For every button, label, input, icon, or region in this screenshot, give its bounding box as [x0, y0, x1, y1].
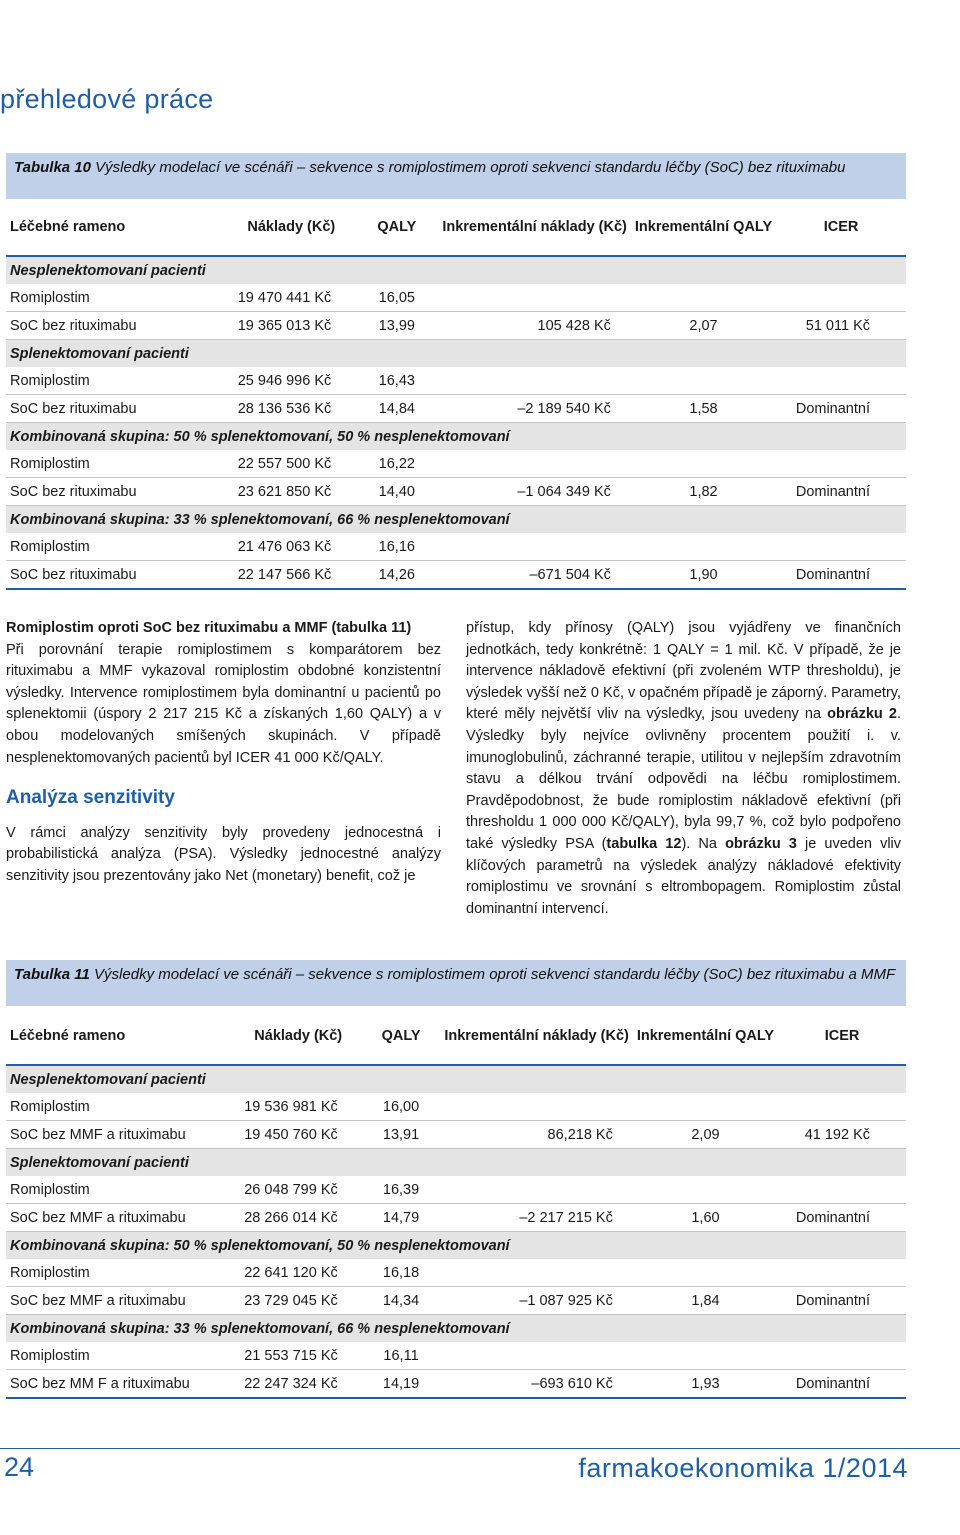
journal-name: farmakoekonomika 1/2014	[578, 1453, 908, 1483]
table10-cell: 14,40	[355, 478, 438, 506]
table11-cell	[633, 1342, 778, 1370]
table11-table-row	[6, 1121, 906, 1149]
right-text-c: ). Na	[681, 835, 726, 852]
table11-cell: 22 247 324 Kč	[235, 1370, 362, 1399]
table10-caption-label: Tabulka 10	[14, 159, 91, 176]
table11-cell: 22 641 120 Kč	[235, 1259, 362, 1287]
table11-cell: Dominantní	[778, 1287, 906, 1315]
table10-cell: Romiplostim	[6, 533, 227, 561]
table10-cell	[776, 533, 906, 561]
table11-cell: 1,93	[633, 1370, 778, 1399]
table10-cell: 25 946 996 Kč	[227, 367, 355, 395]
table10-cell	[631, 367, 776, 395]
table10-cell: –2 189 540 Kč	[438, 395, 631, 423]
table10-group-label: Kombinovaná skupina: 33 % splenektomovaní, 66 % nesplenektomovaní	[6, 506, 906, 534]
table10-caption-text: Výsledky modelací ve scénáři – sekvence s romiplostimem oproti sekvenci standardu léčby (SoC) bez rituximabu	[95, 159, 846, 176]
table10-cell	[438, 367, 631, 395]
table10-table-row	[6, 395, 906, 423]
table11-cell: 13,91	[362, 1121, 441, 1149]
table11-table-row	[6, 1204, 906, 1232]
right-column	[466, 618, 901, 920]
table10-cell	[438, 533, 631, 561]
table11-cell	[633, 1259, 778, 1287]
table10-cell: 13,99	[355, 312, 438, 340]
table10-cell: SoC bez rituximabu	[6, 561, 227, 590]
table10-cell: –671 504 Kč	[438, 561, 631, 590]
table10-table-row	[6, 312, 906, 340]
table11-table-row	[6, 1259, 906, 1287]
table10-cell: 19 365 013 Kč	[227, 312, 355, 340]
table11-cell: 2,09	[633, 1121, 778, 1149]
left-heading: Romiplostim oproti SoC bez rituximabu a MMF (tabulka 11)	[6, 620, 412, 636]
table10-cell: Romiplostim	[6, 367, 227, 395]
table11-cell: 19 450 760 Kč	[235, 1121, 362, 1149]
table10-cell: 16,43	[355, 367, 438, 395]
table11-cell	[440, 1342, 633, 1370]
figure2-ref: obrázku 2	[827, 706, 897, 723]
table10-group-row	[6, 340, 906, 368]
table11-col-header: Náklady (Kč)	[235, 1023, 362, 1065]
table10-cell: Romiplostim	[6, 284, 227, 312]
table10-cell: SoC bez rituximabu	[6, 395, 227, 423]
table11-cell	[778, 1259, 906, 1287]
table10-table-row	[6, 533, 906, 561]
table10-cell	[438, 450, 631, 478]
table11-group-row	[6, 1232, 906, 1260]
table11-cell: Romiplostim	[6, 1176, 235, 1204]
table10-body	[6, 256, 906, 589]
table11-cell: 1,84	[633, 1287, 778, 1315]
table11-cell: Dominantní	[778, 1204, 906, 1232]
table11-cell	[778, 1342, 906, 1370]
table11-cell	[633, 1176, 778, 1204]
table10-col-header: Léčebné rameno	[6, 214, 227, 256]
table11-group-row	[6, 1149, 906, 1177]
right-text-b: . Výsledky byly nejvíce ovlivněny procentem použití i. v. imunoglobulinů, záchranné terapie, utilitou v nejlepším zdravotním stavu a délkou trvání odpovědi na léčbu romiplostimem. Pravděpodobnost, že bude romiplostim nákladově efektivní (při thresholdu 1 000 000 Kč/QALY), byla 99,7 %, což bylo podpořeno také výsledky PSA (	[466, 706, 901, 852]
table11-cell: –2 217 215 Kč	[440, 1204, 633, 1232]
table11-cell: 26 048 799 Kč	[235, 1176, 362, 1204]
table11-cell: 16,11	[362, 1342, 441, 1370]
table10-cell	[776, 450, 906, 478]
table11-col-header: Léčebné rameno	[6, 1023, 235, 1065]
table10-cell	[631, 533, 776, 561]
table11-group-label: Splenektomovaní pacienti	[6, 1149, 906, 1177]
table10-cell: 16,16	[355, 533, 438, 561]
table10-group-row	[6, 256, 906, 284]
table10-col-header: Náklady (Kč)	[227, 214, 355, 256]
table11-cell: 14,79	[362, 1204, 441, 1232]
table11-col-header: Inkrementální QALY	[633, 1023, 778, 1065]
table11-group-label: Kombinovaná skupina: 50 % splenektomovaní, 50 % nesplenektomovaní	[6, 1232, 906, 1260]
table11-group-label: Nesplenektomovaní pacienti	[6, 1065, 906, 1093]
table11-cell: 23 729 045 Kč	[235, 1287, 362, 1315]
right-text-a: přístup, kdy přínosy (QALY) jsou vyjádřeny ve finančních jednotkách, tedy konkrétně: 1 QALY = 1 mil. Kč. V případě, že je intervence nákladově efektivní (při zvoleném WTP thresholdu), je výsledek vyšší než 0 Kč, v opačném případě je záporný. Parametry, které měly největší vliv na výsledky, jsou uvedeny na	[466, 620, 901, 723]
left-paragraph-2: V rámci analýzy senzitivity byly provedeny jednocestná i probabilistická analýza (PSA). Výsledky jednocestné analýzy senzitivity jsou prezentovány jako Net (monetary) benefit, což je	[6, 824, 441, 884]
table11-table-row	[6, 1370, 906, 1399]
table11-cell: 19 536 981 Kč	[235, 1093, 362, 1121]
table10-cell: 23 621 850 Kč	[227, 478, 355, 506]
table11-cell: 86,218 Kč	[440, 1121, 633, 1149]
table10-cell: 2,07	[631, 312, 776, 340]
table10-col-header: Inkrementální náklady (Kč)	[438, 214, 631, 256]
table11-cell	[440, 1176, 633, 1204]
table11-group-label: Kombinovaná skupina: 33 % splenektomovaní, 66 % nesplenektomovaní	[6, 1315, 906, 1343]
sensitivity-heading: Analýza senzitivity	[6, 787, 175, 809]
table11-table-row	[6, 1287, 906, 1315]
table11-cell	[440, 1259, 633, 1287]
table11-cell: 14,34	[362, 1287, 441, 1315]
table10-group-label: Nesplenektomovaní pacienti	[6, 256, 906, 284]
table11-cell	[778, 1176, 906, 1204]
table10-table-row	[6, 478, 906, 506]
table11-cell	[778, 1093, 906, 1121]
table11-group-row	[6, 1315, 906, 1343]
table11-header-row	[6, 1023, 906, 1065]
table10-table-row	[6, 450, 906, 478]
table10-cell	[776, 367, 906, 395]
table10-table-row	[6, 284, 906, 312]
page-number: 24	[4, 1452, 35, 1482]
table10-cell: 16,22	[355, 450, 438, 478]
table11-cell: 21 553 715 Kč	[235, 1342, 362, 1370]
table10-cell: 21 476 063 Kč	[227, 533, 355, 561]
table10-group-row	[6, 423, 906, 451]
table11-cell: –1 087 925 Kč	[440, 1287, 633, 1315]
table10-caption	[6, 153, 906, 199]
footer-rule	[0, 1448, 960, 1449]
table10-cell	[438, 284, 631, 312]
table10-cell: Romiplostim	[6, 450, 227, 478]
table11-caption	[6, 960, 906, 1006]
table10-cell: 14,84	[355, 395, 438, 423]
table10-cell: Dominantní	[776, 478, 906, 506]
table10-cell: 1,82	[631, 478, 776, 506]
table10-cell: 22 147 566 Kč	[227, 561, 355, 590]
table11-col-header: Inkrementální náklady (Kč)	[440, 1023, 633, 1065]
table12-ref: tabulka 12	[606, 835, 682, 852]
right-text-d: je uveden vliv klíčových parametrů na výsledek analýzy nákladové efektivity romiplostimu ve srovnání s eltrombopagem. Romiplostim zůstal dominantní intervencí.	[466, 835, 902, 917]
table11-group-row	[6, 1065, 906, 1093]
table11-cell: Romiplostim	[6, 1093, 235, 1121]
table11-cell: Romiplostim	[6, 1342, 235, 1370]
table11-cell: Romiplostim	[6, 1259, 235, 1287]
table10-cell: 22 557 500 Kč	[227, 450, 355, 478]
table11-cell: –693 610 Kč	[440, 1370, 633, 1399]
table10-cell: 19 470 441 Kč	[227, 284, 355, 312]
table10-cell: 14,26	[355, 561, 438, 590]
table10-cell	[631, 450, 776, 478]
table10-cell: 28 136 536 Kč	[227, 395, 355, 423]
table10-table-row	[6, 367, 906, 395]
table10-cell	[631, 284, 776, 312]
table10-cell: SoC bez rituximabu	[6, 478, 227, 506]
table10-col-header: Inkrementální QALY	[631, 214, 776, 256]
table11-cell: 16,00	[362, 1093, 441, 1121]
table10-cell: 51 011 Kč	[776, 312, 906, 340]
table10-cell: SoC bez rituximabu	[6, 312, 227, 340]
table10-table-row	[6, 561, 906, 590]
table10-col-header: ICER	[776, 214, 906, 256]
table11-cell	[633, 1093, 778, 1121]
table11-cell: Dominantní	[778, 1370, 906, 1399]
table11-col-header: ICER	[778, 1023, 906, 1065]
table10-cell: Dominantní	[776, 395, 906, 423]
table10-group-label: Kombinovaná skupina: 50 % splenektomovaní, 50 % nesplenektomovaní	[6, 423, 906, 451]
table11-cell: 28 266 014 Kč	[235, 1204, 362, 1232]
table11-cell: 41 192 Kč	[778, 1121, 906, 1149]
table11-cell: 16,39	[362, 1176, 441, 1204]
table11-caption-text: Výsledky modelací ve scénáři – sekvence s romiplostimem oproti sekvenci standardu léčby (SoC) bez rituximabu a MMF	[94, 966, 896, 983]
table10-col-header: QALY	[355, 214, 438, 256]
table10-cell	[776, 284, 906, 312]
figure3-ref: obrázku 3	[725, 835, 797, 852]
table10-cell: Dominantní	[776, 561, 906, 590]
right-paragraph	[466, 618, 901, 920]
table11-cell: 16,18	[362, 1259, 441, 1287]
table11	[6, 1023, 906, 1399]
table11-cell: 1,60	[633, 1204, 778, 1232]
table11-table-row	[6, 1342, 906, 1370]
table10-header-row	[6, 214, 906, 256]
table11-col-header: QALY	[362, 1023, 441, 1065]
table10-cell: 105 428 Kč	[438, 312, 631, 340]
section-heading: přehledové práce	[0, 84, 214, 114]
table11-cell: SoC bez MMF a rituximabu	[6, 1204, 235, 1232]
table10-cell: 1,90	[631, 561, 776, 590]
table10-group-row	[6, 506, 906, 534]
table10-cell: 16,05	[355, 284, 438, 312]
table10-group-label: Splenektomovaní pacienti	[6, 340, 906, 368]
table10-cell: –1 064 349 Kč	[438, 478, 631, 506]
table11-caption-label: Tabulka 11	[14, 966, 90, 983]
left-column	[6, 618, 441, 888]
table11-table-row	[6, 1176, 906, 1204]
table11-cell: SoC bez MMF a rituximabu	[6, 1121, 235, 1149]
table11-cell	[440, 1093, 633, 1121]
table10-cell: 1,58	[631, 395, 776, 423]
left-paragraph-1: Při porovnání terapie romiplostimem s komparátorem bez rituximabu a MMF vykazoval romiplostim obdobné konzistentní výsledky. Intervence romiplostimem byla dominantní u pacientů po splenektomii (úspory 2 217 215 Kč a získaných 1,60 QALY) a v obou modelovaných smíšených skupinách. V případě nesplenektomovaných pacientů byl ICER 41 000 Kč/QALY.	[6, 641, 441, 766]
table11-body	[6, 1065, 906, 1398]
table10	[6, 214, 906, 590]
table11-table-row	[6, 1093, 906, 1121]
table11-cell: 14,19	[362, 1370, 441, 1399]
table11-cell: SoC bez MM F a rituximabu	[6, 1370, 235, 1399]
table11-cell: SoC bez MMF a rituximabu	[6, 1287, 235, 1315]
